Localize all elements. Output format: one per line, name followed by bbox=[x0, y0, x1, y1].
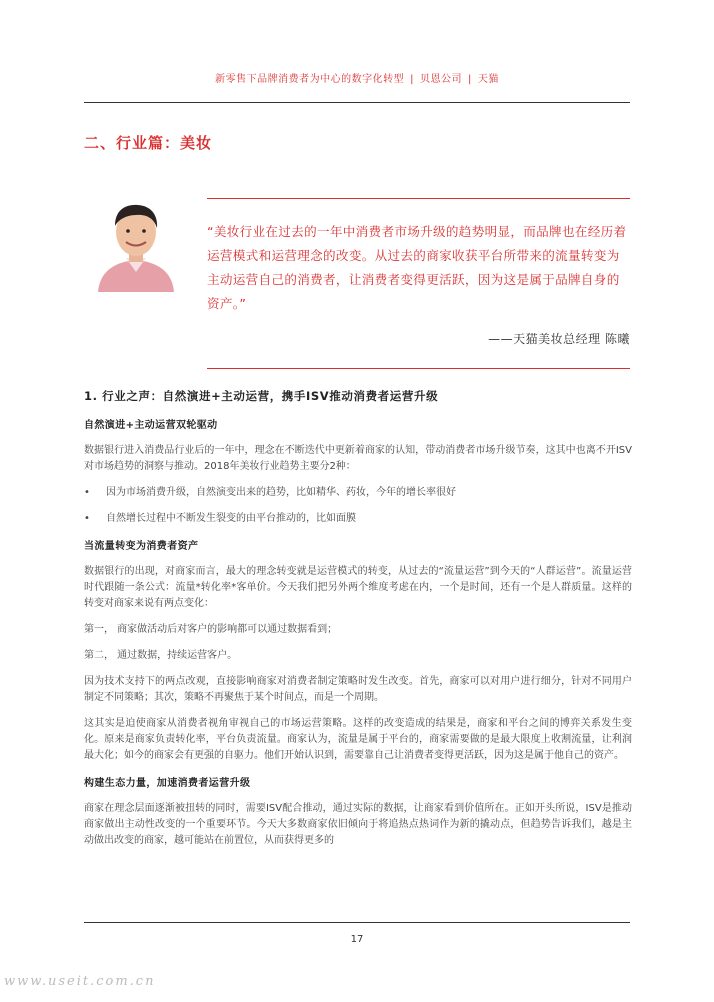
bullet-text: 因为市场消费升级，自然演变出来的趋势，比如精华、药妆，今年的增长率很好 bbox=[106, 487, 456, 498]
subheading-dual-drive: 自然演进+主动运营双轮驱动 bbox=[84, 420, 218, 431]
subheading-ecosystem: 构建生态力量，加速消费者运营升级 bbox=[84, 778, 251, 789]
article-body bbox=[84, 388, 632, 859]
paragraph: 这其实是迫使商家从消费者视角审视自己的市场运营策略。这样的改变造成的结果是，商家和平台之间的博弈关系发生变化。原来是商家负责转化率，平台负责流量。商家认为，流量是属于平台的，商家需要做的是最大限度上收割流量，让利润最大化；如今的商家会有更强的自驱力。他们开始认识到，需要靠自己让消费者变得更活跃，因为这是属于他自己的资产。 bbox=[84, 718, 632, 761]
watermark: www.useit.com.cn bbox=[4, 974, 156, 989]
section-heading: 1. 行业之声：自然演进+主动运营，携手ISV推动消费者运营升级 bbox=[84, 389, 439, 403]
bullet-item bbox=[84, 511, 632, 527]
quote-top-divider bbox=[207, 198, 630, 199]
header-separator: | bbox=[468, 74, 472, 85]
paragraph: 第一， 商家做活动后对客户的影响都可以通过数据看到； bbox=[84, 624, 338, 635]
paragraph: 第二， 通过数据，持续运营客户。 bbox=[84, 650, 238, 661]
bullet-text: 自然增长过程中不断发生裂变的由平台推动的，比如面膜 bbox=[106, 513, 356, 524]
header-divider bbox=[84, 102, 630, 103]
header-company: 贝恩公司 bbox=[420, 74, 462, 85]
page-number: 17 bbox=[350, 934, 364, 945]
footer-divider bbox=[84, 922, 630, 923]
header-partner: 天猫 bbox=[477, 74, 499, 85]
executive-portrait bbox=[86, 196, 186, 292]
paragraph: 数据银行进入消费品行业后的一年中，理念在不断迭代中更新着商家的认知，带动消费者市场升级节奏，这其中也离不开ISV对市场趋势的洞察与推动。2018年美妆行业趋势主要分2种： bbox=[84, 445, 632, 472]
pull-quote: “美妆行业在过去的一年中消费者市场升级的趋势明显，而品牌也在经历着运营模式和运营理念的改变。从过去的商家收获平台所带来的流量转变为主动运营自己的消费者，让消费者变得更活跃，因为这是属于品牌自身的资产。” bbox=[207, 224, 627, 311]
paragraph: 数据银行的出现，对商家而言，最大的理念转变就是运营模式的转变，从过去的“流量运营”到今天的“人群运营”。流量运营时代跟随一条公式：流量*转化率*客单价。今天我们把另外两个维度考虑在内，一个是时间，还有一个是人群质量。这样的转变对商家来说有两点变化： bbox=[84, 566, 632, 609]
bullet-icon: • bbox=[84, 487, 90, 498]
subheading-traffic-to-assets: 当流量转变为消费者资产 bbox=[84, 541, 199, 552]
quote-bottom-divider bbox=[207, 368, 630, 369]
paragraph: 商家在理念层面逐渐被扭转的同时，需要ISV配合推动，通过实际的数据，让商家看到价值所在。正如开头所说，ISV是推动商家做出主动性改变的一个重要环节。今天大多数商家依旧倾向于将追热点热词作为新的撬动点，但趋势告诉我们，越是主动做出改变的商家，越可能站在前置位，从而获得更多的 bbox=[84, 803, 632, 846]
header-report-title: 新零售下品牌消费者为中心的数字化转型 bbox=[215, 74, 405, 85]
bullet-item bbox=[84, 485, 632, 501]
section-title: 二、行业篇：美妆 bbox=[84, 134, 213, 152]
paragraph: 因为技术支持下的两点改观，直接影响商家对消费者制定策略时发生改变。首先，商家可以对用户进行细分，针对不同用户制定不同策略；其次，策略不再聚焦于某个时间点，而是一个周期。 bbox=[84, 676, 632, 703]
running-header bbox=[0, 70, 714, 85]
bullet-icon: • bbox=[84, 513, 90, 524]
header-separator: | bbox=[410, 74, 414, 85]
quote-attribution: ——天猫美妆总经理 陈曦 bbox=[488, 332, 630, 346]
